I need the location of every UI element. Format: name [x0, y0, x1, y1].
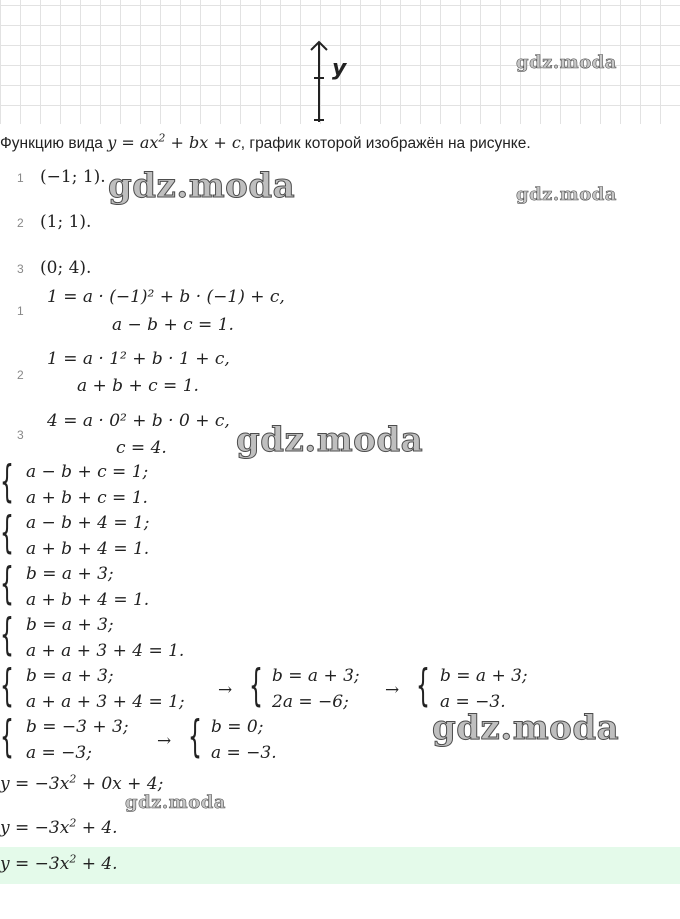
- system-line: a = −3.: [211, 743, 277, 763]
- system-brace-icon: {: [0, 711, 14, 762]
- system-brace-icon: {: [0, 558, 14, 609]
- watermark: gdz.moda: [125, 792, 226, 813]
- arrow-icon: →: [157, 731, 172, 751]
- system-line: a − b + c = 1;: [26, 462, 149, 482]
- point-number: 2: [17, 216, 24, 230]
- point-value: (1; 1).: [40, 212, 92, 232]
- substitution-number: 1: [17, 304, 24, 318]
- y-axis-label: y: [332, 56, 347, 81]
- system-brace-icon: {: [249, 660, 263, 711]
- system-line: b = 0;: [211, 717, 264, 737]
- system-line: a + b + c = 1.: [26, 488, 148, 508]
- system-line: b = a + 3;: [26, 615, 114, 635]
- system-line: b = a + 3;: [26, 564, 114, 584]
- system-line: b = −3 + 3;: [26, 717, 129, 737]
- system-line: a − b + 4 = 1;: [26, 513, 150, 533]
- system-line: a + b + 4 = 1.: [26, 539, 150, 559]
- watermark: gdz.moda: [236, 420, 424, 460]
- system-line: b = a + 3;: [440, 666, 528, 686]
- intro-formula: $y = ax^2$ + bx + c: [107, 131, 241, 152]
- watermark: gdz.moda: [432, 708, 620, 748]
- system-line: a = −3;: [26, 743, 92, 763]
- point-number: 3: [17, 262, 24, 276]
- result-line: $y = -3x^2 + 4$.: [0, 816, 118, 838]
- system-line: a + b + 4 = 1.: [26, 590, 150, 610]
- system-line: b = a + 3;: [26, 666, 114, 686]
- system-line: a + a + 3 + 4 = 1.: [26, 641, 185, 661]
- substitution-line: a + b + c = 1.: [77, 376, 199, 396]
- answer-text: $y = -3x^2 + 4$.: [0, 852, 118, 874]
- system-brace-icon: {: [0, 660, 14, 711]
- y-axis-arrow-icon: [303, 40, 335, 124]
- system-line: 2a = −6;: [272, 692, 349, 712]
- point-value: (0; 4).: [40, 258, 92, 278]
- watermark: gdz.moda: [516, 52, 617, 73]
- substitution-line: 1 = a · (−1)² + b · (−1) + c,: [47, 287, 285, 307]
- substitution-number: 2: [17, 368, 24, 382]
- result-line: $y = -3x^2 + 0x + 4$;: [0, 772, 164, 794]
- substitution-number: 3: [17, 428, 24, 442]
- substitution-line: c = 4.: [116, 438, 167, 458]
- substitution-line: a − b + c = 1.: [112, 315, 234, 335]
- watermark: gdz.moda: [516, 184, 617, 205]
- arrow-icon: →: [385, 680, 400, 700]
- watermark: gdz.moda: [108, 166, 296, 206]
- system-brace-icon: {: [0, 507, 14, 558]
- point-number: 1: [17, 171, 24, 185]
- system-line: a = −3.: [440, 692, 506, 712]
- intro-text: Функцию вида $y = ax^2$ + bx + c, график которой изображён на рисунке.: [0, 131, 531, 152]
- system-brace-icon: {: [188, 711, 202, 762]
- substitution-line: 4 = a · 0² + b · 0 + c,: [47, 411, 230, 431]
- system-line: b = a + 3;: [272, 666, 360, 686]
- substitution-line: 1 = a · 1² + b · 1 + c,: [47, 349, 230, 369]
- system-line: a + a + 3 + 4 = 1;: [26, 692, 185, 712]
- system-brace-icon: {: [0, 456, 14, 507]
- point-value: (−1; 1).: [40, 167, 106, 187]
- arrow-icon: →: [218, 680, 233, 700]
- system-brace-icon: {: [416, 660, 430, 711]
- system-brace-icon: {: [0, 609, 14, 660]
